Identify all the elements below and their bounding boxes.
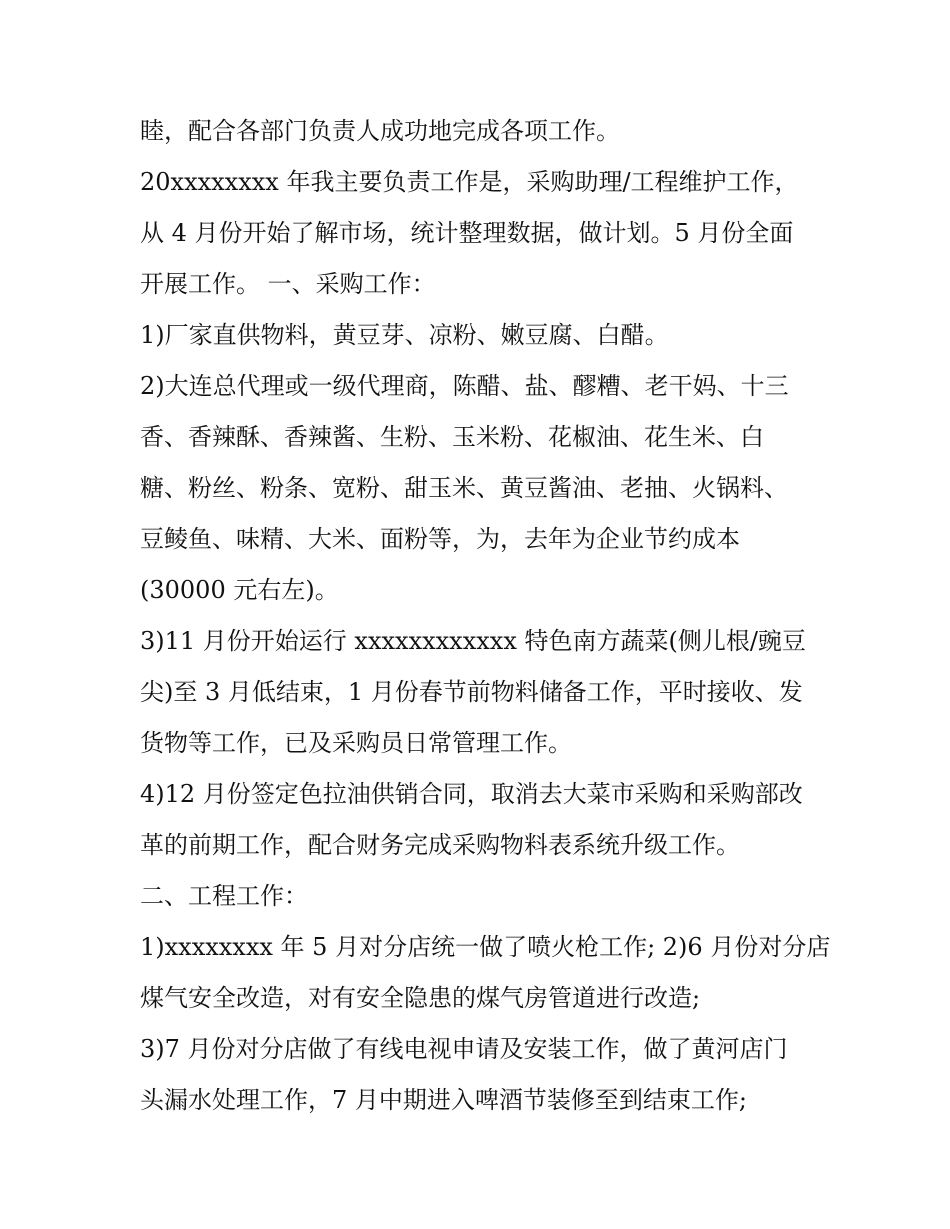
text-line: 4)12 月份签定色拉油供销合同，取消去大菜市采购和采购部改 bbox=[140, 780, 803, 808]
text-line: 从 4 月份开始了解市场，统计整理数据，做计划。5 月份全面 bbox=[140, 219, 794, 247]
text-line: 香、香辣酥、香辣酱、生粉、玉米粉、花椒油、花生米、白 bbox=[140, 423, 764, 451]
text-line: 2)大连总代理或一级代理商，陈醋、盐、醪糟、老干妈、十三 bbox=[140, 372, 789, 400]
text-line: 糖、粉丝、粉条、宽粉、甜玉米、黄豆酱油、老抽、火锅料、 bbox=[140, 474, 788, 502]
text-line: 3)11 月份开始运行 xxxxxxxxxxxx 特色南方蔬菜(侧儿根/豌豆 bbox=[140, 627, 806, 655]
text-line: (30000 元右左)。 bbox=[140, 576, 339, 604]
text-line: 头漏水处理工作，7 月中期进入啤酒节装修至到结束工作; bbox=[140, 1086, 747, 1114]
text-line: 煤气安全改造，对有安全隐患的煤气房管道进行改造; bbox=[140, 984, 701, 1012]
text-line: 3)7 月份对分店做了有线电视申请及安装工作，做了黄河店门 bbox=[140, 1035, 788, 1063]
text-line: 20xxxxxxxx 年我主要负责工作是，采购助理/工程维护工作， bbox=[140, 168, 799, 196]
text-line: 睦，配合各部门负责人成功地完成各项工作。 bbox=[140, 117, 620, 145]
text-line: 货物等工作，已及采购员日常管理工作。 bbox=[140, 729, 572, 757]
text-line: 革的前期工作，配合财务完成采购物料表系统升级工作。 bbox=[140, 831, 740, 859]
body-text bbox=[140, 106, 831, 1126]
text-line: 豆鲮鱼、味精、大米、面粉等，为，去年为企业节约成本 bbox=[140, 525, 740, 553]
text-line: 开展工作。 一、采购工作： bbox=[140, 270, 436, 298]
text-line: 尖)至 3 月低结束，1 月份春节前物料储备工作，平时接收、发 bbox=[140, 678, 803, 706]
text-line: 1)xxxxxxxx 年 5 月对分店统一做了喷火枪工作; 2)6 月份对分店 bbox=[140, 933, 831, 961]
text-line: 二、工程工作： bbox=[140, 882, 308, 910]
text-line: 1)厂家直供物料，黄豆芽、凉粉、嫩豆腐、白醋。 bbox=[140, 321, 669, 349]
